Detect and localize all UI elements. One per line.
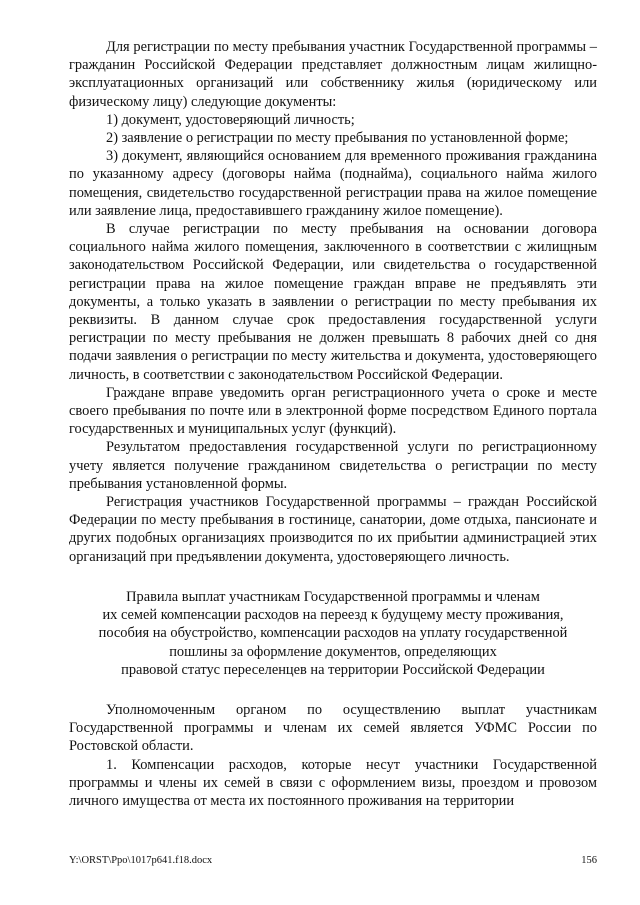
heading-line: их семей компенсации расходов на переезд к будущему месту проживания, (102, 607, 564, 624)
page-footer (69, 855, 597, 867)
paragraph: 1. Компенсации расходов, которые несут участники Государственной программы и члены их семей в связи с оформлением визы, проездом и провозом личного имущества от места их постоянного проживания на территории (69, 756, 597, 809)
page-number: 156 (581, 855, 597, 866)
heading-line: Правила выплат участникам Государственной программы и членам (126, 588, 540, 605)
paragraph: Для регистрации по месту пребывания участник Государственной программы – гражданин Российской Федерации представляет должностным лицам жилищно-эксплуатационных организаций или собственнику жилья (юридическому или физическому лицу) следующие документы: (69, 39, 597, 110)
paragraph: В случае регистрации по месту пребывания на основании договора социального найма жилого помещения, заключенного в соответствии с жилищным законодательством Российской Федерации, или свидетельства о государственной регистрации права на жилое помещение граждан вправе не предъявлять эти документы, а только указать в заявлении о регистрации по месту пребывания их реквизиты. В данном случае срок предоставления государственной услуги регистрации по месту пребывания не должен превышать 8 рабочих дней со дня подачи заявления о регистрации по месту жительства и документа, удостоверяющего личность, в соответствии с законодательством Российской Федерации. (69, 221, 597, 383)
paragraph: Граждане вправе уведомить орган регистрационного учета о сроке и месте своего пребывания по почте или в электронной форме посредством Единого портала государственных и муниципальных услуг (функций). (69, 384, 597, 438)
heading-line: правовой статус переселенцев на территории Российской Федерации (121, 661, 545, 678)
file-path: Y:\ORST\Ppo\1017p641.f18.docx (69, 855, 213, 866)
list-item: 1) документ, удостоверяющий личность; (106, 111, 355, 128)
list-item: 3) документ, являющийся основанием для временного проживания гражданина по указанному адресу (договоры найма (поднайма), социального найма жилого помещения, свидетельство государственной регистрации права на жилое помещение или заявление лица, предоставившего гражданину жилое помещение). (69, 148, 597, 219)
section-heading (69, 588, 597, 679)
list-item: 2) заявление о регистрации по месту пребывания по установленной форме; (106, 130, 569, 147)
heading-line: пособия на обустройство, компенсации расходов на уплату государственной (98, 625, 568, 642)
paragraph: Регистрация участников Государственной программы – граждан Российской Федерации по месту пребывания в гостинице, санатории, доме отдыха, пансионате и других подобных организациях производится по их прибытии администрацией этих организаций при предъявлении документа, удостоверяющего личность. (69, 494, 597, 565)
paragraph: Результатом предоставления государственной услуги по регистрационному учету является получение гражданином свидетельства о регистрации по месту пребывания установленной формы. (69, 439, 597, 492)
document-body (69, 38, 597, 810)
paragraph: Уполномоченным органом по осуществлению выплат участникам Государственной программы и членам их семей является УФМС России по Ростовской области. (69, 701, 597, 755)
heading-line: пошлины за оформление документов, определяющих (169, 643, 497, 660)
